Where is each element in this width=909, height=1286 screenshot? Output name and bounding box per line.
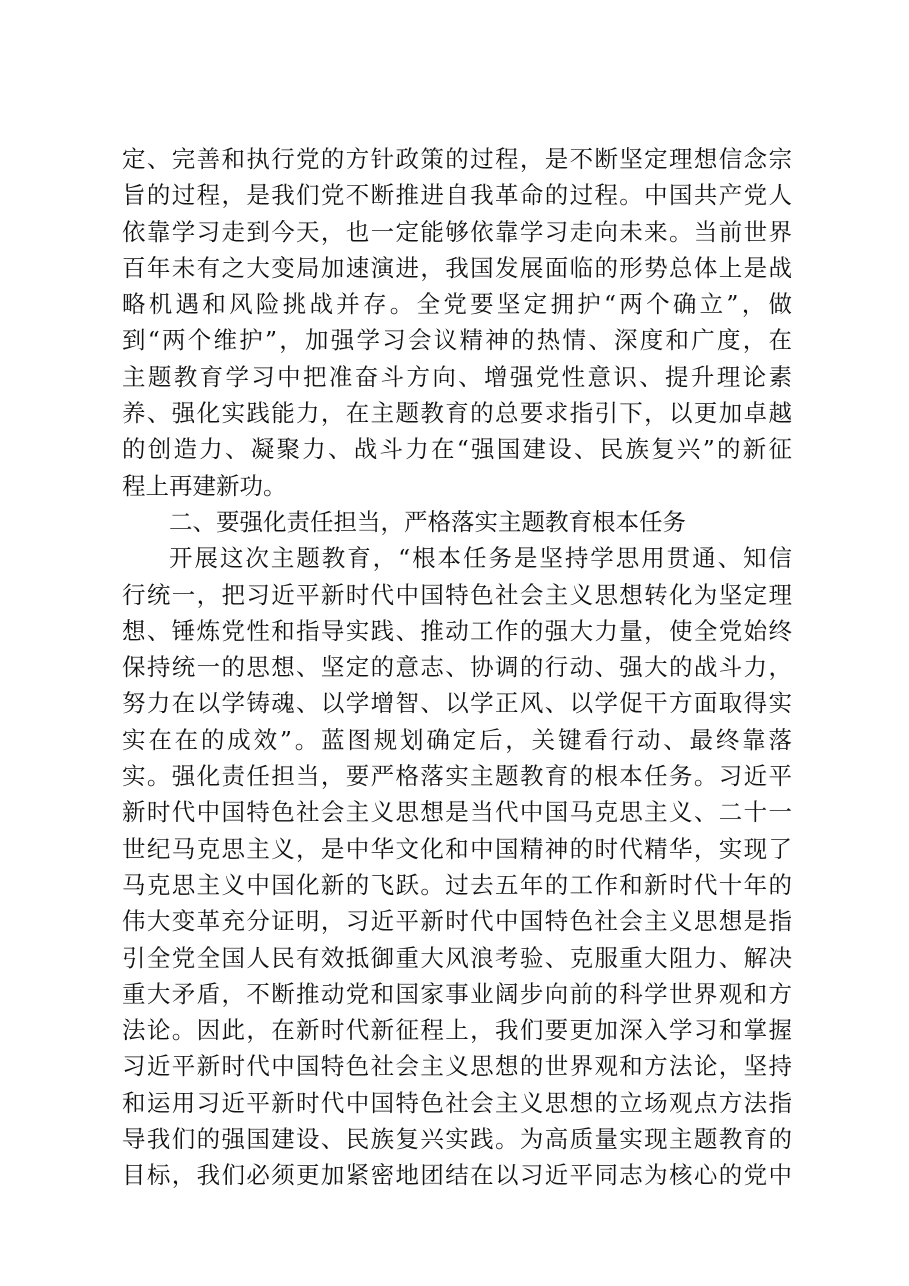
text-line: 行统一，把习近平新时代中国特色社会主义思想转化为坚定理: [122, 580, 792, 609]
text-line: 实。强化责任担当，要严格落实主题教育的根本任务。习近平: [122, 762, 792, 791]
text-line: 开展这次主题教育，“根本任务是坚持学思用贯通、知信: [169, 544, 792, 573]
text-line: 目标，我们必须更加紧密地团结在以习近平同志为核心的党中: [122, 1161, 792, 1190]
text-line: 导我们的强国建设、民族复兴实践。为高质量实现主题教育的: [122, 1125, 792, 1154]
text-line: 想、锤炼党性和指导实践、推动工作的强大力量，使全党始终: [122, 616, 792, 645]
text-line: 习近平新时代中国特色社会主义思想的世界观和方法论，坚持: [122, 1052, 792, 1081]
text-line: 伟大变革充分证明，习近平新时代中国特色社会主义思想是指: [122, 907, 792, 936]
text-line: 马克思主义中国化新的飞跃。过去五年的工作和新时代十年的: [122, 870, 792, 899]
text-line: 保持统一的思想、坚定的意志、协调的行动、强大的战斗力，: [122, 653, 792, 682]
text-line: 略机遇和风险挑战并存。全党要坚定拥护“两个确立”，做: [122, 290, 792, 319]
text-line: 引全党全国人民有效抵御重大风浪考验、克服重大阻力、解决: [122, 943, 792, 972]
text-line: 养、强化实践能力，在主题教育的总要求指引下，以更加卓越: [122, 399, 792, 428]
text-line: 努力在以学铸魂、以学增智、以学正风、以学促干方面取得实: [122, 689, 792, 718]
text-line: 百年未有之大变局加速演进，我国发展面临的形势总体上是战: [122, 253, 792, 282]
text-line: 的创造力、凝聚力、战斗力在“强国建设、民族复兴”的新征: [122, 435, 792, 464]
text-line: 和运用习近平新时代中国特色社会主义思想的立场观点方法指: [122, 1088, 792, 1117]
text-line: 实在在的成效”。蓝图规划确定后，关键看行动、最终靠落: [122, 725, 792, 754]
text-line: 重大矛盾，不断推动党和国家事业阔步向前的科学世界观和方: [122, 979, 792, 1008]
text-line: 主题教育学习中把准奋斗方向、增强党性意识、提升理论素: [122, 362, 792, 391]
text-line: 新时代中国特色社会主义思想是当代中国马克思主义、二十一: [122, 798, 792, 827]
section-heading: 二、要强化责任担当，严格落实主题教育根本任务: [169, 507, 686, 536]
text-line: 旨的过程，是我们党不断推进自我革命的过程。中国共产党人: [122, 181, 792, 210]
text-line: 依靠学习走到今天，也一定能够依靠学习走向未来。当前世界: [122, 217, 792, 246]
text-line: 程上再建新功。: [122, 471, 287, 500]
text-line: 定、完善和执行党的方针政策的过程，是不断坚定理想信念宗: [122, 145, 792, 173]
body-text: [122, 141, 792, 1194]
text-line: 世纪马克思主义，是中华文化和中国精神的时代精华，实现了: [122, 834, 792, 863]
text-line: 到“两个维护”，加强学习会议精神的热情、深度和广度，在: [122, 326, 792, 355]
text-line: 法论。因此，在新时代新征程上，我们要更加深入学习和掌握: [122, 1016, 792, 1045]
